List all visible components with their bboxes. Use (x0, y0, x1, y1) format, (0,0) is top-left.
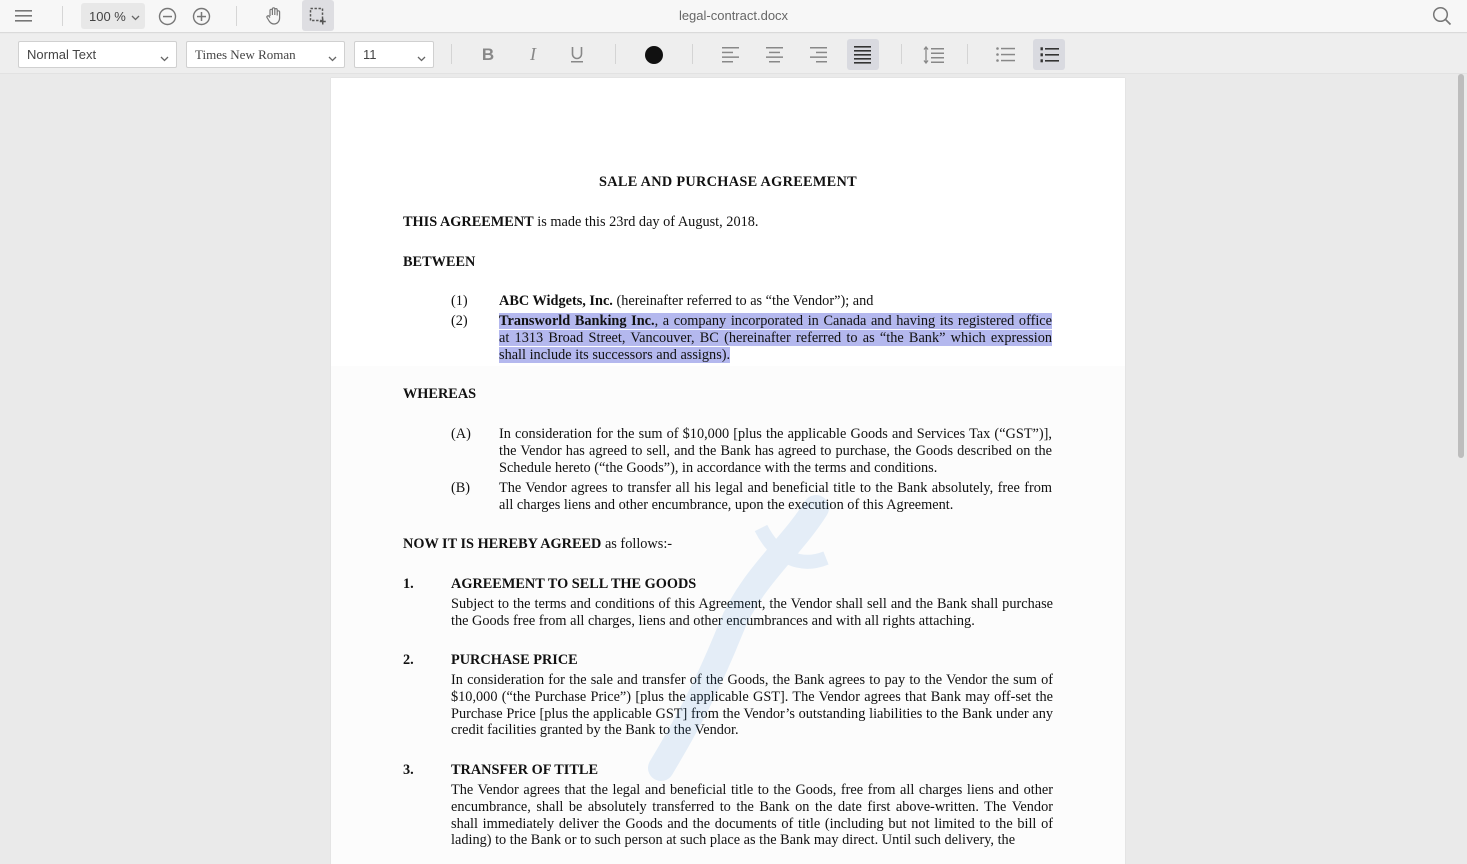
recital-number: (A) (451, 426, 471, 442)
paragraph-style-select[interactable] (18, 41, 177, 68)
scrollbar-thumb[interactable] (1458, 74, 1464, 458)
paragraph-style-value: Normal Text (27, 47, 97, 62)
clause-heading: TRANSFER OF TITLE (451, 762, 598, 778)
line-spacing-icon[interactable] (918, 39, 950, 70)
party-1 (499, 293, 873, 310)
font-family-value: Times New Roman (195, 46, 296, 62)
numbered-list-icon[interactable] (1033, 39, 1065, 70)
top-bar (0, 0, 1467, 33)
align-center-icon[interactable] (759, 39, 791, 70)
party-number: (2) (451, 313, 468, 329)
chevron-down-icon (160, 50, 169, 65)
font-size-value: 11 (363, 47, 377, 62)
clause-number: 3. (403, 762, 414, 778)
align-justify-icon[interactable] (847, 39, 879, 70)
search-icon[interactable] (1430, 5, 1454, 27)
clause-text: Subject to the terms and conditions of this Agreement, the Vendor shall sell and the Bank shall purchase the Goods free from all charges, liens and other encumbrances and with all rights attaching. (451, 596, 1053, 629)
party-2 (499, 313, 1052, 363)
divider (901, 44, 902, 64)
text-color-icon[interactable] (638, 39, 670, 70)
intro-bold: THIS AGREEMENT (403, 214, 534, 230)
party-name: ABC Widgets, Inc. (499, 293, 613, 309)
font-size-select[interactable] (354, 41, 434, 68)
document-page[interactable] (331, 78, 1125, 864)
bold-icon[interactable]: B (481, 44, 495, 64)
party-text: (hereinafter referred to as “the Vendor”); and (612, 293, 874, 309)
party-number: (1) (451, 293, 468, 309)
whereas-heading: WHEREAS (403, 386, 477, 402)
align-right-icon[interactable] (803, 39, 835, 70)
chevron-down-icon (328, 50, 337, 66)
recital-number: (B) (451, 480, 471, 496)
clause-heading: PURCHASE PRICE (451, 652, 578, 668)
between-heading: BETWEEN (403, 254, 476, 270)
align-left-icon[interactable] (715, 39, 747, 70)
document-title: SALE AND PURCHASE AGREEMENT (599, 174, 857, 190)
format-toolbar (0, 34, 1467, 74)
clause-heading: AGREEMENT TO SELL THE GOODS (451, 576, 697, 592)
font-family-select[interactable] (186, 41, 345, 68)
party-text: , a company incorporated in Canada and having its registered office at 1313 Broad Street, Vancouver, BC (hereinafter referred to as “the Bank” which expression shall include its successors and assigns). (499, 313, 1052, 363)
document-filename: legal-contract.docx (678, 8, 789, 23)
recital-text: In consideration for the sum of $10,000 [plus the applicable Goods and Services Tax (“GST”)], the Vendor has agreed to sell, and the Bank has agreed to purchase, the Goods described on the Schedule hereto (“the Goods”), in accordance with the terms and conditions. (499, 426, 1052, 476)
divider (615, 44, 616, 64)
zoom-value: 100 % (89, 8, 126, 24)
divider (451, 44, 452, 64)
clause-number: 2. (403, 652, 414, 668)
agreed-rest: as follows:- (601, 536, 673, 552)
agreed-bold: NOW IT IS HEREBY AGREED (403, 536, 602, 552)
intro-rest: is made this 23rd day of August, 2018. (533, 214, 759, 230)
clause-text: The Vendor agrees that the legal and beneficial title to the Goods, free from all charges liens and other encumbrance, shall be absolutely transferred to the Bank on the date first above-written. The Vendor shall immediately deliver the Goods and the documents of title (including but not limited to the bill of lading) to the Bank or to such person at such place as the Bank may direct. Until such delivery, the (451, 782, 1053, 849)
party-name: Transworld Banking Inc. (499, 313, 655, 329)
bullet-list-icon[interactable] (989, 39, 1021, 70)
divider (967, 44, 968, 64)
underline-icon[interactable] (561, 39, 593, 70)
recital-text: The Vendor agrees to transfer all his legal and beneficial title to the Bank absolutely, free from all charges liens and other encumbrance, upon the execution of this Agreement. (499, 480, 1052, 513)
agreed-line (403, 536, 672, 553)
clause-number: 1. (403, 576, 414, 592)
intro-line (403, 214, 758, 231)
clause-text: In consideration for the sale and transfer of the Goods, the Bank agrees to pay to the Vendor the sum of $10,000 (“the Purchase Price”) [plus the applicable GST]. The Vendor agrees that Bank may off-set the Purchase Price [plus the applicable GST] from the Vendor’s outstanding liabilities to the Bank under any credit facilities granted by the Bank to the Vendor. (451, 672, 1053, 739)
chevron-down-icon (417, 50, 426, 65)
divider (692, 44, 693, 64)
italic-icon[interactable]: I (530, 44, 536, 64)
